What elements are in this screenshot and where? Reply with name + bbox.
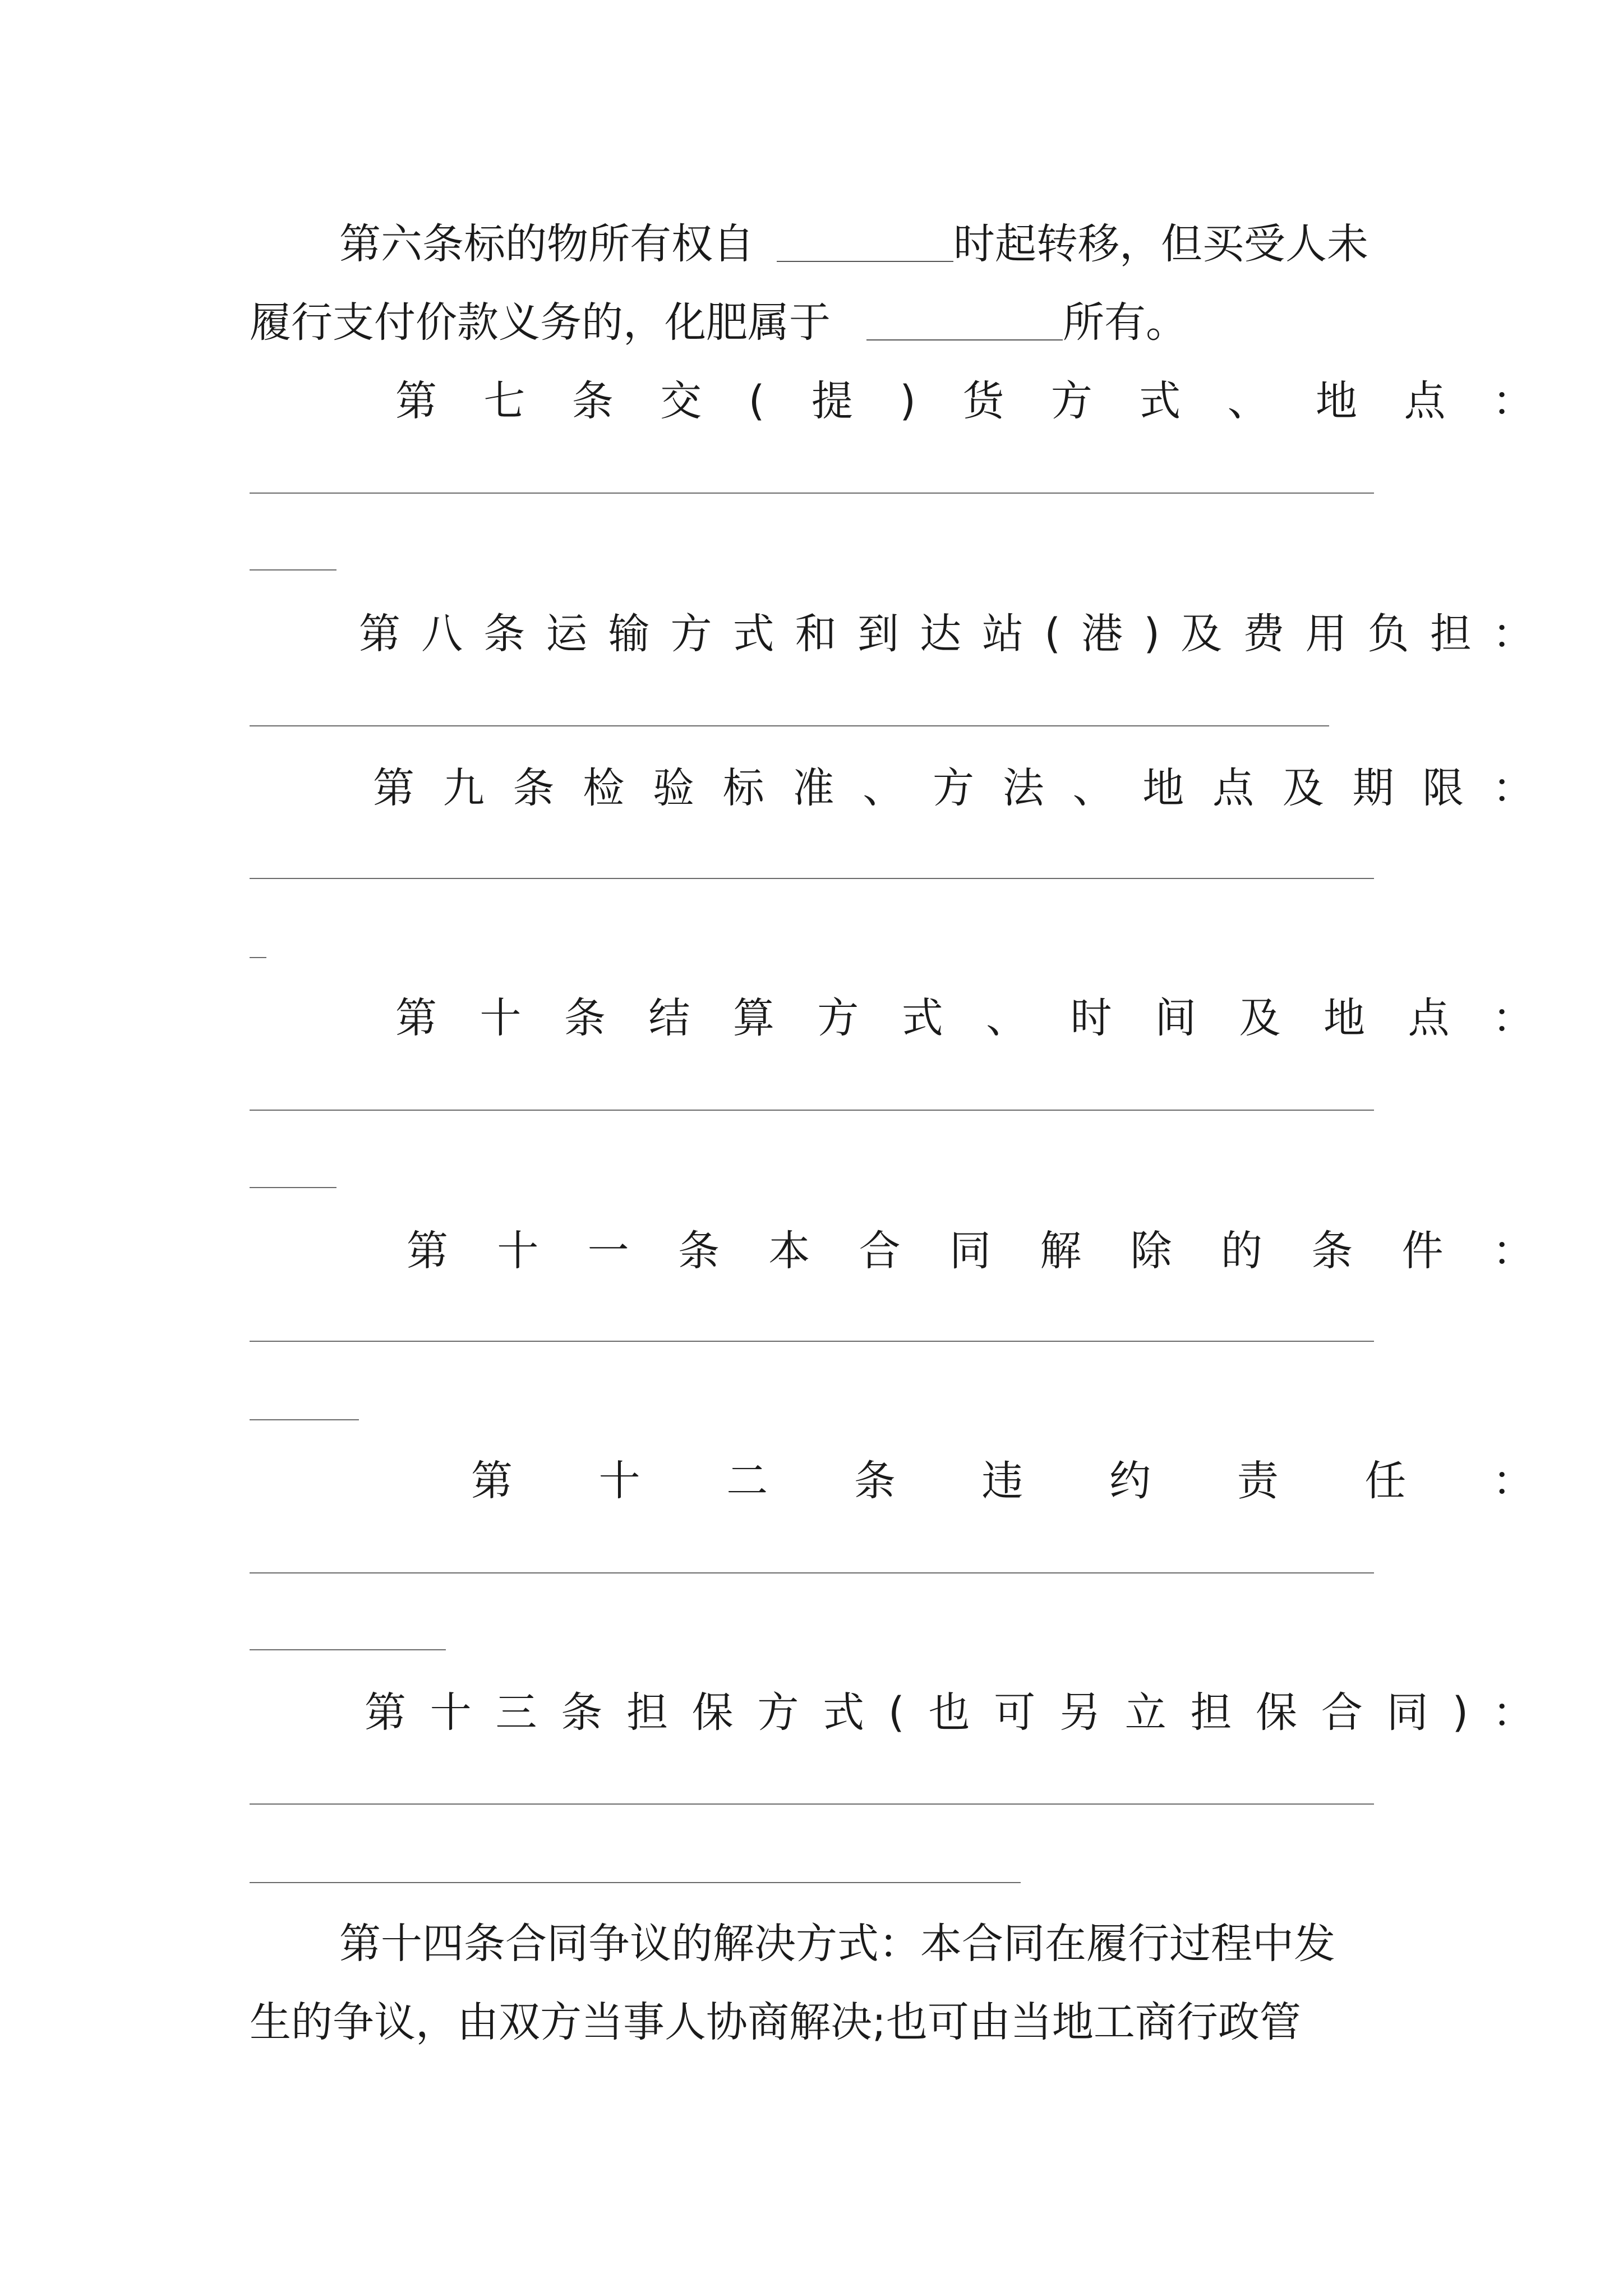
article-9-blank-line-2[interactable]	[250, 957, 266, 958]
article-9-heading	[373, 760, 1534, 816]
article9-heading-char: 法	[1002, 764, 1044, 812]
article11-heading-char: 同	[949, 1227, 991, 1275]
article10-heading-char: 点	[1408, 994, 1450, 1042]
article7-heading-char: 提	[811, 377, 853, 425]
article11-heading-char: 条	[677, 1227, 720, 1275]
article-12-heading	[471, 1453, 1534, 1509]
article12-heading-char: 任	[1364, 1457, 1407, 1505]
article11-heading-char: 条	[1311, 1227, 1353, 1275]
article9-heading-char: 准	[792, 764, 834, 812]
article9-heading-char: 地	[1142, 764, 1184, 812]
article9-heading-char: 条	[513, 764, 555, 812]
article7-heading-char: ：	[1492, 377, 1534, 425]
article13-heading-char: 担	[1190, 1688, 1232, 1737]
article12-heading-char: 十	[598, 1457, 640, 1505]
article-6-blank-1[interactable]	[777, 217, 953, 262]
article8-heading-char: 及	[1181, 610, 1223, 658]
article13-heading-char: 担	[626, 1688, 668, 1737]
article10-heading-char: 算	[732, 994, 774, 1042]
article8-heading-char: 担	[1430, 610, 1472, 658]
article9-heading-char: 及	[1282, 764, 1324, 812]
article9-heading-char: 方	[933, 764, 974, 812]
article10-heading-char: 及	[1239, 994, 1281, 1042]
article9-heading-char: 标	[722, 764, 764, 812]
article12-heading-char: 条	[854, 1457, 896, 1505]
article8-heading-char: 八	[421, 610, 463, 658]
article13-heading-char: 式	[823, 1688, 865, 1737]
article10-heading-char: 地	[1323, 994, 1365, 1042]
article8-heading-char: (	[1044, 610, 1061, 658]
article-8-blank-line[interactable]	[250, 725, 1329, 726]
article13-heading-char: 保	[691, 1688, 734, 1737]
article7-heading-char: (	[748, 377, 765, 425]
article12-heading-char: 第	[471, 1457, 513, 1505]
article7-heading-char: )	[900, 377, 916, 425]
article-7-blank-line-1[interactable]	[250, 493, 1374, 494]
article13-heading-char: 保	[1256, 1688, 1298, 1737]
article8-heading-char: 到	[857, 610, 899, 658]
article10-heading-char: ：	[1492, 994, 1534, 1042]
article7-heading-char: 七	[483, 377, 525, 425]
article-11-heading	[407, 1223, 1534, 1279]
article-13-heading	[365, 1685, 1534, 1741]
article7-heading-char: 第	[395, 377, 437, 425]
article8-heading-char: 条	[483, 610, 525, 658]
article7-heading-char: 点	[1404, 377, 1446, 425]
article9-heading-char: 期	[1352, 764, 1394, 812]
article11-heading-char: 除	[1130, 1227, 1172, 1275]
article-6-text-start: 第六条标的物所有权自	[339, 220, 754, 268]
article9-heading-char: 点	[1212, 764, 1254, 812]
article11-heading-char: 的	[1220, 1227, 1262, 1275]
article10-heading-char: 时	[1070, 994, 1112, 1042]
article13-heading-char: 第	[365, 1688, 406, 1737]
article12-heading-char: 二	[726, 1457, 768, 1505]
article7-heading-char: 条	[571, 377, 614, 425]
article10-heading-char: 、	[986, 994, 1028, 1042]
article13-heading-char: 合	[1321, 1688, 1363, 1737]
article8-heading-char: 运	[546, 610, 588, 658]
article9-heading-char: ：	[1492, 764, 1534, 812]
article7-heading-char: 式	[1139, 377, 1181, 425]
article11-heading-char: 解	[1040, 1227, 1082, 1275]
article7-heading-char: 货	[962, 377, 1004, 425]
article10-heading-char: 间	[1155, 994, 1197, 1042]
article11-heading-char: 件	[1401, 1227, 1444, 1275]
article8-heading-char: 港	[1081, 610, 1123, 658]
article-6-blank-2[interactable]	[866, 296, 1063, 341]
article-6-line-1	[0, 216, 1623, 272]
article-10-heading	[395, 990, 1534, 1046]
article-8-heading	[359, 606, 1534, 662]
article10-heading-char: 方	[817, 994, 859, 1042]
article9-heading-char: 第	[373, 764, 414, 812]
article-14-line-1: 第十四条合同争议的解决方式：本合同在履行过程中发	[339, 1920, 1335, 1968]
article-13-blank-line-2[interactable]	[250, 1882, 1021, 1883]
article8-heading-char: 和	[795, 610, 837, 658]
article11-heading-char: 合	[859, 1227, 901, 1275]
article13-heading-char: 三	[495, 1688, 537, 1737]
article-11-blank-line-1[interactable]	[250, 1341, 1374, 1342]
article12-heading-char: 违	[981, 1457, 1023, 1505]
article9-heading-char: 、	[1072, 764, 1114, 812]
article10-heading-char: 十	[479, 994, 522, 1042]
article9-heading-char: 检	[583, 764, 625, 812]
article9-heading-char: 验	[653, 764, 694, 812]
article13-heading-char: 可	[994, 1688, 1036, 1737]
article8-heading-char: 用	[1305, 610, 1347, 658]
article-14-line-2: 生的争议，由双方当事人协商解决;也可由当地工商行政管	[250, 1998, 1301, 2046]
article13-heading-char: ：	[1492, 1688, 1534, 1737]
article7-heading-char: 地	[1316, 377, 1358, 425]
article12-heading-char: 约	[1109, 1457, 1151, 1505]
article13-heading-char: 同	[1386, 1688, 1428, 1737]
article7-heading-char: 方	[1050, 377, 1092, 425]
article8-heading-char: 负	[1367, 610, 1409, 658]
article13-heading-char: 十	[430, 1688, 472, 1737]
article13-heading-char: 也	[928, 1688, 970, 1737]
article7-heading-char: 交	[660, 377, 702, 425]
article9-heading-char: 、	[863, 764, 905, 812]
article-6-text-end: 所有。	[1063, 298, 1187, 347]
article9-heading-char: 限	[1422, 764, 1464, 812]
article8-heading-char: 第	[359, 610, 400, 658]
article-6-text-middle: 时起转移，但买受人未	[953, 220, 1368, 268]
article13-heading-char: 立	[1124, 1688, 1166, 1737]
article12-heading-char: ：	[1492, 1457, 1534, 1505]
article-6-line-2	[0, 295, 1623, 351]
article-10-blank-line-1[interactable]	[250, 1110, 1374, 1111]
article8-heading-char: 式	[732, 610, 774, 658]
article13-heading-char: )	[1452, 1688, 1469, 1737]
article10-heading-char: 结	[648, 994, 690, 1042]
article11-heading-char: 第	[407, 1227, 448, 1275]
article8-heading-char: 输	[608, 610, 650, 658]
article-12-blank-line-2[interactable]	[250, 1649, 446, 1650]
article13-heading-char: 另	[1059, 1688, 1101, 1737]
article10-heading-char: 第	[395, 994, 437, 1042]
article8-heading-char: 方	[670, 610, 712, 658]
article11-heading-char: 本	[768, 1227, 810, 1275]
article11-heading-char: 一	[587, 1227, 629, 1275]
article-6-text-continued: 履行支付价款义务的，化肥属于	[250, 298, 831, 347]
article-11-blank-line-2[interactable]	[250, 1419, 359, 1420]
article13-heading-char: 方	[757, 1688, 799, 1737]
article11-heading-char: 十	[497, 1227, 539, 1275]
article11-heading-char: ：	[1492, 1227, 1534, 1275]
article13-heading-char: (	[888, 1688, 905, 1737]
article13-heading-char: 条	[561, 1688, 603, 1737]
article-10-blank-line-2[interactable]	[250, 1187, 336, 1188]
article-12-blank-line-1[interactable]	[250, 1572, 1374, 1573]
article10-heading-char: 条	[564, 994, 606, 1042]
article-9-blank-line-1[interactable]	[250, 878, 1374, 879]
article8-heading-char: 站	[982, 610, 1024, 658]
article8-heading-char: )	[1144, 610, 1160, 658]
article9-heading-char: 九	[442, 764, 485, 812]
article-7-heading	[395, 373, 1534, 429]
article-13-blank-line-1[interactable]	[250, 1803, 1374, 1805]
article8-heading-char: 达	[919, 610, 961, 658]
article-7-blank-line-2[interactable]	[250, 569, 336, 570]
article8-heading-char: ：	[1492, 610, 1534, 658]
article10-heading-char: 式	[901, 994, 943, 1042]
article7-heading-char: 、	[1227, 377, 1269, 425]
article12-heading-char: 责	[1237, 1457, 1279, 1505]
article8-heading-char: 费	[1243, 610, 1285, 658]
